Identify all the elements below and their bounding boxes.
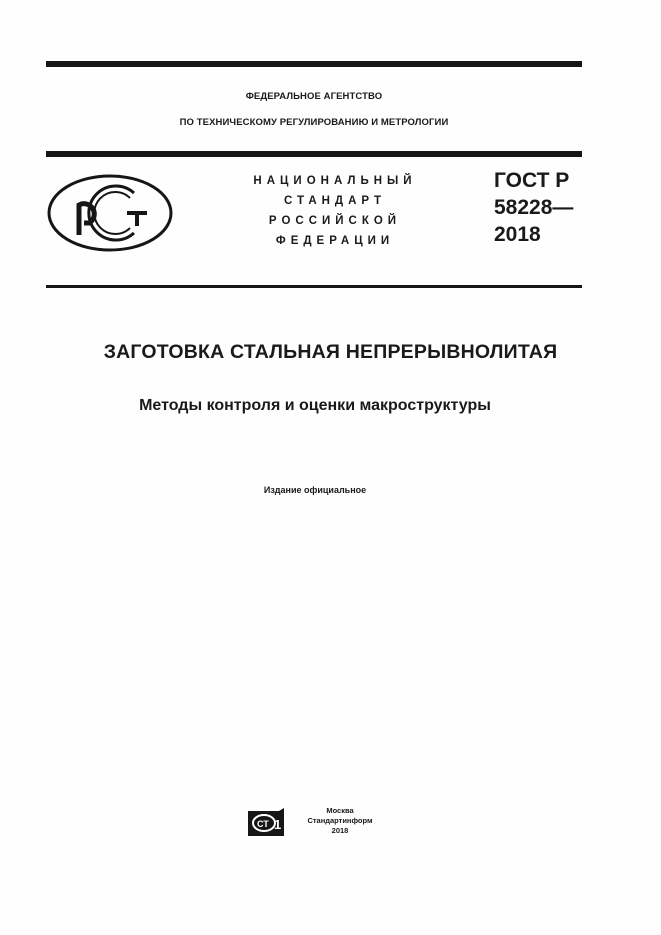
national-standard-label bbox=[240, 171, 430, 251]
national-standard-line: СТАНДАРТ bbox=[284, 195, 386, 207]
header-bottom-rule bbox=[46, 151, 582, 157]
document-title: ЗАГОТОВКА СТАЛЬНАЯ НЕПРЕРЫВНОЛИТАЯ bbox=[103, 341, 558, 363]
national-standard-line: НАЦИОНАЛЬНЫЙ bbox=[253, 175, 417, 187]
publisher-city: Москва bbox=[326, 806, 354, 815]
designation-line: 2018 bbox=[494, 223, 541, 246]
designation-line: ГОСТ Р bbox=[494, 169, 570, 192]
top-rule bbox=[46, 61, 582, 67]
standartinform-logo-icon bbox=[247, 808, 285, 836]
publisher-name: Стандартинформ bbox=[307, 816, 373, 825]
designation-line: 58228— bbox=[494, 196, 574, 219]
standard-designation bbox=[494, 167, 573, 248]
edition-label: Издание официальное bbox=[263, 485, 367, 495]
publisher-year: 2018 bbox=[331, 826, 349, 835]
rst-gost-logo-icon bbox=[46, 173, 174, 253]
svg-text:1: 1 bbox=[274, 817, 282, 832]
block-bottom-rule bbox=[46, 285, 582, 288]
agency-line-1: ФЕДЕРАЛЬНОЕ АГЕНТСТВО bbox=[245, 91, 383, 102]
agency-line-2: ПО ТЕХНИЧЕСКОМУ РЕГУЛИРОВАНИЮ И МЕТРОЛОГИИ bbox=[179, 117, 449, 128]
svg-text:СТ: СТ bbox=[257, 819, 269, 829]
national-standard-line: РОССИЙСКОЙ bbox=[268, 215, 402, 227]
document-subtitle: Методы контроля и оценки макроструктуры bbox=[139, 397, 491, 414]
national-standard-line: ФЕДЕРАЦИИ bbox=[275, 235, 395, 247]
publisher-imprint bbox=[296, 806, 384, 836]
